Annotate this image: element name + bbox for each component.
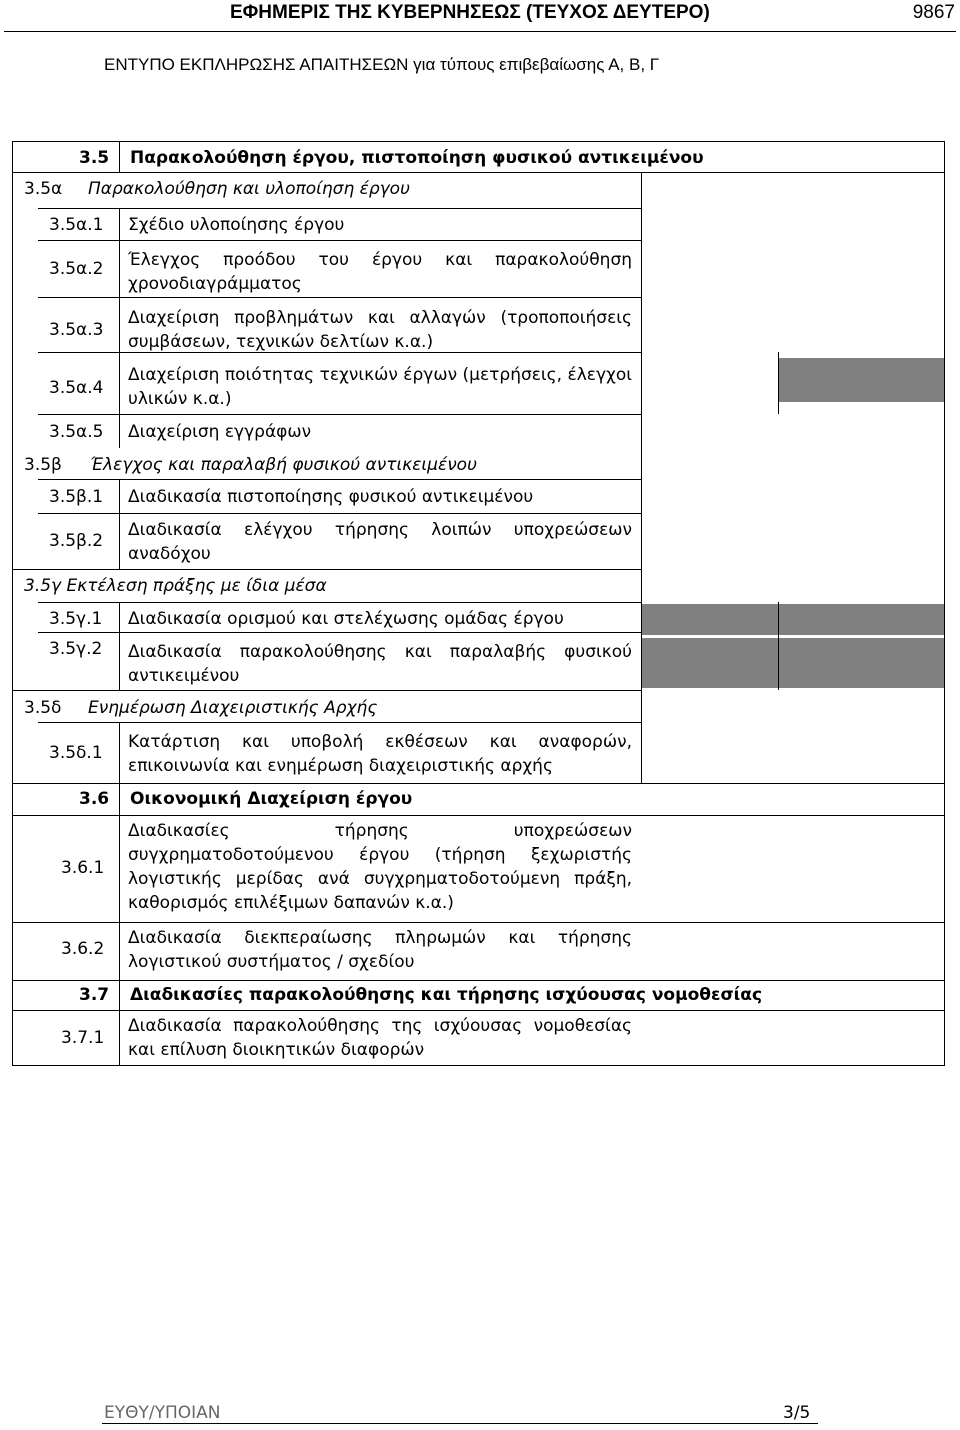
item-code: 3.5β.2: [49, 531, 104, 551]
header-rule: [4, 31, 956, 32]
subsection-title: 3.5γ Εκτέλεση πράξης με ίδια μέσα: [24, 576, 327, 596]
section-code: 3.6: [79, 789, 110, 809]
rule-v: [119, 479, 120, 569]
rule-h: [13, 783, 944, 784]
requirements-table: [12, 141, 945, 1066]
item-code: 3.5α.4: [49, 378, 104, 398]
rule-h: [38, 297, 641, 298]
item-code: 3.5γ.2: [49, 639, 103, 659]
section-code: 3.7: [79, 985, 110, 1005]
rule-h: [13, 569, 641, 570]
section-code: 3.5: [79, 148, 110, 168]
shaded-cell: [779, 358, 944, 402]
shaded-cell: [779, 638, 944, 688]
footer-rule: [102, 1423, 818, 1424]
item-code: 3.6.1: [61, 858, 105, 878]
rule-h: [38, 513, 641, 514]
rule-v: [119, 208, 120, 448]
rule-v: [119, 142, 120, 172]
item-description: Διαδικασία πιστοποίησης φυσικού αντικειμένου: [128, 487, 534, 507]
item-description: Έλεγχος προόδου του έργου και παρακολούθηση χρονοδιαγράμματος: [128, 250, 632, 294]
item-description: Κατάρτιση και υποβολή εκθέσεων και αναφορών, επικοινωνία και ενημέρωση διαχειριστικής αρχής: [128, 732, 632, 776]
document-page: 3/5: [783, 1403, 811, 1423]
item-code: 3.5δ.1: [49, 743, 103, 763]
rule-h: [38, 632, 641, 633]
rule-h: [38, 722, 641, 723]
item-description: Διαχείριση προβλημάτων και αλλαγών (τροποποιήσεις συμβάσεων, τεχνικών δελτίων κ.α.): [128, 308, 632, 352]
item-description: Διαχείριση ποιότητας τεχνικών έργων (μετρήσεις, έλεγχοι υλικών κ.α.): [128, 365, 632, 409]
item-code: 3.5β.1: [49, 487, 104, 507]
section-title: Διαδικασίες παρακολούθησης και τήρησης ισχύουσας νομοθεσίας: [130, 985, 763, 1005]
rule-h: [13, 815, 944, 816]
item-code: 3.5α.3: [49, 320, 104, 340]
shaded-cell: [642, 638, 778, 688]
rule-h: [38, 208, 641, 209]
subsection-title: Ενημέρωση Διαχειριστικής Αρχής: [88, 698, 378, 718]
shaded-cell: [642, 604, 778, 635]
subsection-title: Παρακολούθηση και υλοποίηση έργου: [88, 179, 410, 199]
rule-h: [13, 690, 641, 691]
item-description: Σχέδιο υλοποίησης έργου: [128, 215, 345, 235]
form-subtitle: ΕΝΤΥΠΟ ΕΚΠΛΗΡΩΣΗΣ ΑΠΑΙΤΗΣΕΩΝ για τύπους επιβεβαίωσης Α, Β, Γ: [104, 55, 660, 74]
item-code: 3.5γ.1: [49, 609, 103, 629]
item-description: Διαδικασία ορισμού και στελέχωσης ομάδας έργου: [128, 609, 564, 629]
item-description: Διαδικασία παρακολούθησης της ισχύουσας νομοθεσίας και επίλυση διοικητικών διαφορών: [128, 1016, 632, 1060]
item-description: Διαδικασία παρακολούθησης και παραλαβής φυσικού αντικειμένου: [128, 642, 632, 686]
item-code: 3.7.1: [61, 1028, 105, 1048]
rule-h: [13, 172, 944, 173]
rule-h: [38, 414, 641, 415]
subsection-code: 3.5β: [24, 455, 62, 475]
subsection-code: 3.5δ: [24, 698, 62, 718]
section-title: Οικονομική Διαχείριση έργου: [130, 789, 413, 809]
shaded-cell: [779, 604, 944, 635]
rule-v: [119, 722, 120, 1065]
rule-h: [13, 922, 944, 923]
item-code: 3.5α.2: [49, 259, 104, 279]
item-code: 3.5α.1: [49, 215, 104, 235]
section-title: Παρακολούθηση έργου, πιστοποίηση φυσικού αντικειμένου: [130, 148, 704, 168]
rule-h: [38, 479, 641, 480]
rule-h: [38, 240, 641, 241]
gazette-title: ΕΦΗΜΕΡΙΣ ΤΗΣ ΚΥΒΕΡΝΗΣΕΩΣ (ΤΕΥΧΟΣ ΔΕΥΤΕΡΟ): [230, 2, 710, 23]
rule-h: [38, 602, 641, 603]
subsection-title: Έλεγχος και παραλαβή φυσικού αντικειμένου: [90, 455, 477, 475]
rule-v: [641, 172, 642, 783]
subsection-code: 3.5α: [24, 179, 63, 199]
document-code: ΕΥΘΥ/ΥΠΟΙΑΝ: [104, 1403, 221, 1423]
rule-h: [13, 980, 944, 981]
item-code: 3.5α.5: [49, 422, 104, 442]
item-code: 3.6.2: [61, 939, 105, 959]
rule-v: [119, 602, 120, 690]
item-description: Διαδικασία ελέγχου τήρησης λοιπών υποχρεώσεων αναδόχου: [128, 520, 632, 564]
item-description: Διαδικασίες τήρησης υποχρεώσεων συγχρηματοδοτούμενου έργου (τήρηση ξεχωριστής λογιστικής μερίδας ανά συγχρηματοδοτούμενη πράξη, καθορισμός επιλέξιμων δαπανών κ.α.): [128, 821, 632, 913]
item-description: Διαδικασία διεκπεραίωσης πληρωμών και τήρησης λογιστικού συστήματος / σχεδίου: [128, 928, 632, 972]
gazette-page-number: 9867: [912, 2, 955, 23]
rule-h: [13, 1010, 944, 1011]
item-description: Διαχείριση εγγράφων: [128, 422, 312, 442]
